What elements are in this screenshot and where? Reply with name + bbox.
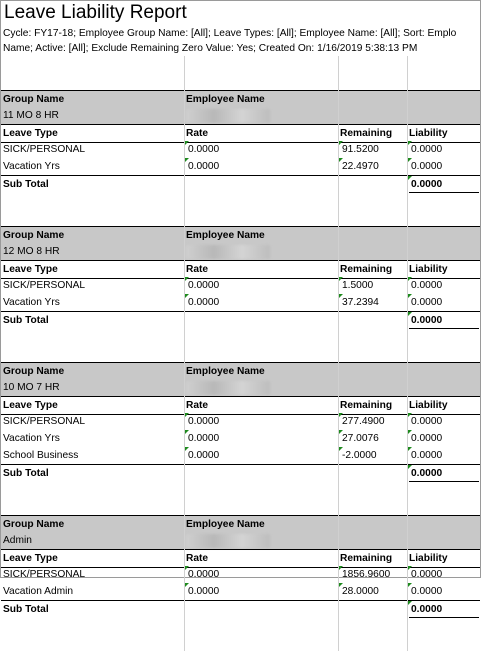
subtotal-row [1, 600, 480, 618]
leave-type-cell[interactable]: SICK/PERSONAL [3, 416, 86, 427]
remaining-header[interactable]: Remaining [340, 553, 393, 564]
remaining-header[interactable]: Remaining [340, 128, 393, 139]
liability-header[interactable]: Liability [409, 553, 448, 564]
leave-type-cell[interactable]: SICK/PERSONAL [3, 280, 86, 291]
employee-name-redacted [186, 534, 270, 548]
subtotal-row [1, 311, 480, 329]
subtotal-value[interactable]: 0.0000 [409, 176, 479, 193]
group-name-header[interactable]: Group Name [3, 519, 65, 530]
empty-row [1, 73, 480, 90]
leave-type-header[interactable]: Leave Type [3, 128, 58, 139]
rate-cell[interactable]: 0.0000 [188, 450, 220, 461]
subtotal-row [1, 175, 480, 193]
subtotal-value[interactable]: 0.0000 [409, 465, 479, 482]
leave-type-cell[interactable]: Vacation Yrs [3, 433, 60, 444]
liability-cell[interactable]: 0.0000 [411, 280, 443, 291]
liability-header[interactable]: Liability [409, 128, 448, 139]
leave-type-cell[interactable]: Vacation Yrs [3, 161, 60, 172]
subtotal-label[interactable]: Sub Total [3, 179, 49, 190]
remaining-cell[interactable]: 277.4900 [342, 416, 385, 427]
liability-cell[interactable]: 0.0000 [411, 433, 443, 444]
employee-name-header[interactable]: Employee Name [186, 519, 265, 530]
liability-header[interactable]: Liability [409, 264, 448, 275]
employee-name-header[interactable]: Employee Name [186, 94, 265, 105]
leave-row [1, 430, 480, 447]
subtotal-label[interactable]: Sub Total [3, 315, 49, 326]
rate-header[interactable]: Rate [186, 128, 209, 139]
group-value-row [1, 532, 480, 549]
group-header-row [1, 362, 480, 380]
subtotal-value[interactable]: 0.0000 [409, 312, 479, 329]
liability-cell[interactable]: 0.0000 [411, 144, 443, 155]
remaining-cell[interactable]: -2.0000 [342, 450, 377, 461]
leave-type-cell[interactable]: Vacation Admin [3, 586, 74, 597]
remaining-header[interactable]: Remaining [340, 400, 393, 411]
group-header-row [1, 226, 480, 244]
leave-type-cell[interactable]: Vacation Yrs [3, 297, 60, 308]
group-value-row [1, 379, 480, 396]
rate-header[interactable]: Rate [186, 553, 209, 564]
remaining-cell[interactable]: 37.2394 [342, 297, 379, 308]
remaining-cell[interactable]: 28.0000 [342, 586, 379, 597]
leave-row [1, 294, 480, 311]
remaining-cell[interactable]: 91.5200 [342, 144, 379, 155]
group-name-header[interactable]: Group Name [3, 366, 65, 377]
subtotal-label[interactable]: Sub Total [3, 604, 49, 615]
empty-row [1, 192, 480, 209]
empty-row [1, 328, 480, 345]
report-parameters [3, 26, 480, 56]
group-name-header[interactable]: Group Name [3, 94, 65, 105]
liability-header[interactable]: Liability [409, 400, 448, 411]
remaining-header[interactable]: Remaining [340, 264, 393, 275]
leave-type-cell[interactable]: SICK/PERSONAL [3, 569, 86, 580]
group-header-row [1, 515, 480, 533]
rate-cell[interactable]: 0.0000 [188, 433, 220, 444]
empty-row [1, 617, 480, 634]
liability-cell[interactable]: 0.0000 [411, 416, 443, 427]
report-title: Leave Liability Report [4, 2, 187, 23]
employee-name-header[interactable]: Employee Name [186, 366, 265, 377]
employee-name-redacted [186, 381, 270, 395]
rate-cell[interactable]: 0.0000 [188, 586, 220, 597]
leave-row [1, 141, 480, 158]
group-header-row [1, 90, 480, 108]
employee-name-redacted [186, 245, 270, 259]
rate-cell[interactable]: 0.0000 [188, 416, 220, 427]
rate-header[interactable]: Rate [186, 400, 209, 411]
leave-row [1, 566, 480, 583]
leave-row [1, 413, 480, 430]
employee-name-header[interactable]: Employee Name [186, 230, 265, 241]
rate-header[interactable]: Rate [186, 264, 209, 275]
empty-row [1, 634, 480, 651]
remaining-cell[interactable]: 1856.9600 [342, 569, 391, 580]
parameters-line-2: Name; Active: [All]; Exclude Remaining Zero Value: Yes; Created On: 1/16/2019 5:38:13 PM [3, 43, 418, 54]
column-divider [407, 56, 408, 651]
leave-row [1, 583, 480, 600]
leave-type-cell[interactable]: SICK/PERSONAL [3, 144, 86, 155]
rate-cell[interactable]: 0.0000 [188, 280, 220, 291]
rate-cell[interactable]: 0.0000 [188, 144, 220, 155]
group-name-header[interactable]: Group Name [3, 230, 65, 241]
group-value-row [1, 243, 480, 260]
leave-row [1, 158, 480, 175]
leave-type-cell[interactable]: School Business [3, 450, 79, 461]
group-name-value[interactable]: 10 MO 7 HR [3, 382, 60, 393]
empty-row [1, 56, 480, 73]
liability-cell[interactable]: 0.0000 [411, 450, 443, 461]
subtotal-label[interactable]: Sub Total [3, 468, 49, 479]
group-value-row [1, 107, 480, 124]
liability-cell[interactable]: 0.0000 [411, 297, 443, 308]
parameters-line-1: Cycle: FY17-18; Employee Group Name: [All]; Leave Types: [All]; Employee Name: [All]; Sort: Emplo [3, 28, 457, 39]
column-divider [184, 56, 185, 651]
leave-row [1, 447, 480, 464]
group-name-value[interactable]: 11 MO 8 HR [3, 110, 59, 121]
empty-row [1, 481, 480, 498]
leave-type-header[interactable]: Leave Type [3, 264, 58, 275]
leave-type-header[interactable]: Leave Type [3, 400, 58, 411]
rate-cell[interactable]: 0.0000 [188, 569, 220, 580]
leave-row [1, 277, 480, 294]
group-name-value[interactable]: 12 MO 8 HR [3, 246, 60, 257]
subtotal-value[interactable]: 0.0000 [409, 601, 479, 618]
column-divider [338, 56, 339, 651]
liability-cell[interactable]: 0.0000 [411, 161, 443, 172]
employee-name-redacted [186, 109, 270, 123]
empty-row [1, 209, 480, 226]
liability-cell[interactable]: 0.0000 [411, 569, 443, 580]
remaining-cell[interactable]: 22.4970 [342, 161, 379, 172]
rate-cell[interactable]: 0.0000 [188, 297, 220, 308]
empty-row [1, 345, 480, 362]
empty-row [1, 498, 480, 515]
remaining-cell[interactable]: 27.0076 [342, 433, 379, 444]
remaining-cell[interactable]: 1.5000 [342, 280, 374, 291]
group-name-value[interactable]: Admin [3, 535, 32, 546]
rate-cell[interactable]: 0.0000 [188, 161, 220, 172]
leave-type-header[interactable]: Leave Type [3, 553, 58, 564]
liability-cell[interactable]: 0.0000 [411, 586, 443, 597]
subtotal-row [1, 464, 480, 482]
